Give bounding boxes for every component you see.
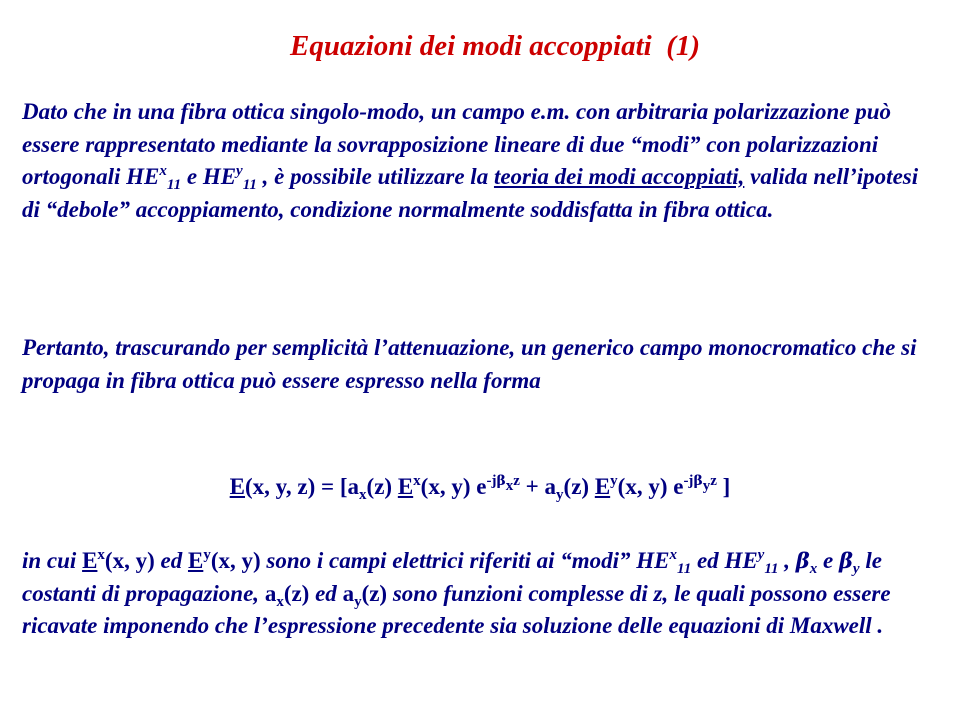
exponent-y (683, 473, 717, 494)
text: , (778, 548, 796, 573)
subscript: x (809, 561, 818, 577)
superscript: x (413, 473, 421, 489)
text: ed (309, 580, 343, 606)
text: ] (716, 474, 731, 499)
text: sono funzioni complesse di z, le quali possono essere ricavate imponendo che l’espressione precedente sia soluzione delle equazioni di Maxwell . (22, 580, 891, 638)
text: , è possibile utilizzare la (256, 164, 494, 189)
subscript: x (359, 487, 367, 503)
paragraph-explanation (22, 545, 927, 643)
text: + a (519, 474, 557, 499)
superscript: x (159, 163, 167, 179)
vector-Ey: E (594, 474, 611, 499)
superscript: x (669, 547, 678, 563)
paragraph-field: Pertanto, trascurando per semplicità l’attenuazione, un generico campo monocromatico che si propaga in fibra ottica può essere espresso nella forma (22, 335, 917, 393)
beta-symbol: β (795, 548, 810, 573)
text: (z) (563, 474, 595, 499)
text: HE (202, 164, 237, 189)
superscript: x (97, 547, 105, 563)
superscript: y (236, 163, 243, 179)
text: sono i campi elettrici riferiti ai “modi” (260, 548, 637, 573)
text: in cui (22, 548, 83, 573)
superscript: y (203, 547, 211, 563)
beta-x (795, 548, 818, 577)
field-equation (0, 473, 960, 503)
text: (x, y) e (617, 474, 684, 499)
text: (x, y, z) = [a (245, 474, 360, 499)
coupled-modes-theory: teoria dei modi accoppiati, (493, 164, 745, 189)
text: e (817, 548, 839, 573)
vector-E: E (187, 548, 204, 573)
slide-title: Equazioni dei modi accoppiati (1) (289, 30, 701, 62)
subscript: y (702, 478, 711, 494)
vector-Ex: E (397, 474, 414, 499)
text: (z) (283, 580, 310, 606)
text: ed (691, 548, 725, 573)
text: e (181, 164, 203, 189)
mode-hey (202, 163, 257, 193)
beta-symbol: β (496, 473, 506, 489)
superscript: y (610, 473, 618, 489)
text: (z) (366, 474, 398, 499)
field-ey (188, 548, 261, 573)
subscript: y (852, 561, 860, 577)
subscript: 11 (764, 561, 779, 577)
text: HE (724, 548, 758, 573)
exponent-x (486, 473, 520, 494)
text: (x, y) (104, 548, 155, 573)
text: Dato che in una fibra ottica singolo-modo, un campo e.m. con arbitraria polarizzazione può essere rappresentato mediante la sovrapposizione lineare di due “modi” con polarizzazioni ortogonali (22, 99, 891, 189)
subscript: y (354, 593, 362, 610)
text: -j (683, 473, 694, 489)
text: z (513, 473, 520, 489)
text: valida nell’ipotesi di “debole” accoppiamento, condizione normalmente soddisfatta in fibra ottica. (22, 164, 919, 222)
amplitude-ay (342, 580, 388, 610)
text: HE (636, 548, 670, 573)
text: ed (154, 548, 188, 573)
amplitude-ax (264, 580, 310, 610)
text: (x, y) e (420, 474, 487, 499)
text: HE (126, 164, 160, 189)
subscript: 11 (242, 177, 257, 193)
text: le costanti di propagazione, (22, 548, 882, 606)
beta-symbol: β (693, 473, 703, 489)
subscript: x (505, 478, 514, 494)
text: a (342, 580, 355, 606)
mode-hey (724, 547, 779, 577)
subscript: 11 (166, 177, 182, 193)
subscript: x (276, 593, 284, 610)
subscript: 11 (677, 561, 692, 577)
field-ex (82, 548, 155, 573)
paragraph-intro (22, 96, 927, 226)
vector-E: E (82, 548, 98, 573)
text: (x, y) (210, 548, 261, 573)
beta-symbol: β (838, 548, 853, 573)
beta-y (838, 548, 860, 577)
subscript: y (556, 487, 564, 503)
vector-E: E (229, 474, 246, 499)
text: z (710, 473, 717, 489)
superscript: y (757, 547, 765, 563)
text: (z) (361, 580, 388, 606)
text: a (264, 580, 277, 606)
text: -j (486, 473, 497, 489)
mode-hex (636, 547, 692, 577)
mode-hex (126, 163, 182, 193)
